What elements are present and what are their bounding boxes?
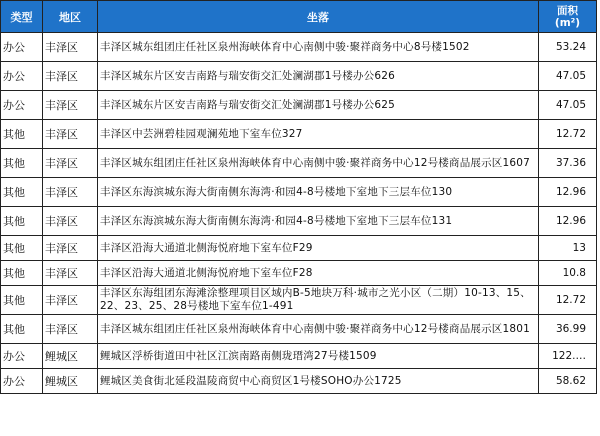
- table-row: [1, 344, 597, 369]
- cell-size: 10.8: [539, 261, 597, 286]
- table-row: [1, 369, 597, 394]
- cell-address: 丰泽区城东片区安吉南路与瑞安街交汇处澜湖郡1号楼办公625: [98, 91, 539, 120]
- cell-size: 13: [539, 236, 597, 261]
- header-size: [539, 1, 597, 33]
- table-row: [1, 236, 597, 261]
- table-row: [1, 120, 597, 149]
- cell-type: 其他: [1, 286, 43, 315]
- cell-size: 53.24: [539, 33, 597, 62]
- watermark-overlay: [504, 394, 594, 420]
- cell-area: 丰泽区: [43, 207, 98, 236]
- cell-type: 其他: [1, 120, 43, 149]
- table-row: [1, 207, 597, 236]
- table-row: [1, 261, 597, 286]
- table-row: [1, 62, 597, 91]
- cell-size: 37.36: [539, 149, 597, 178]
- cell-area: 丰泽区: [43, 178, 98, 207]
- cell-address: 丰泽区城东组团庄任社区泉州海峡体育中心南侧中骏·聚祥商务中心12号楼商品展示区1607: [98, 149, 539, 178]
- cell-type: 其他: [1, 149, 43, 178]
- cell-type: 其他: [1, 207, 43, 236]
- cell-type: 其他: [1, 236, 43, 261]
- cell-type: 办公: [1, 91, 43, 120]
- cell-type: 其他: [1, 261, 43, 286]
- cell-address: 丰泽区城东组团庄任社区泉州海峡体育中心南侧中骏·聚祥商务中心8号楼1502: [98, 33, 539, 62]
- cell-size: 36.99: [539, 315, 597, 344]
- cell-area: 丰泽区: [43, 33, 98, 62]
- table-row: [1, 178, 597, 207]
- cell-type: 其他: [1, 315, 43, 344]
- cell-type: 办公: [1, 62, 43, 91]
- table-body: [1, 33, 597, 394]
- cell-address: 丰泽区城东片区安吉南路与瑞安街交汇处澜湖郡1号楼办公626: [98, 62, 539, 91]
- cell-size: 47.05: [539, 91, 597, 120]
- cell-area: 鲤城区: [43, 344, 98, 369]
- cell-type: 办公: [1, 344, 43, 369]
- cell-size: 12.96: [539, 207, 597, 236]
- cell-address: 鲤城区浮桥街道田中社区江滨南路南侧珑瑨湾27号楼1509: [98, 344, 539, 369]
- cell-area: 丰泽区: [43, 315, 98, 344]
- cell-type: 办公: [1, 33, 43, 62]
- header-row: [1, 1, 597, 33]
- cell-size: 12.72: [539, 286, 597, 315]
- cell-address: 丰泽区东海滨城东海大街南侧东海湾·和园4-8号楼地下室地下三层车位130: [98, 178, 539, 207]
- cell-area: 鲤城区: [43, 369, 98, 394]
- cell-address: 丰泽区城东组团庄任社区泉州海峡体育中心南侧中骏·聚祥商务中心12号楼商品展示区1801: [98, 315, 539, 344]
- table-row: [1, 315, 597, 344]
- cell-address: 丰泽区沿海大通道北侧海悦府地下室车位F28: [98, 261, 539, 286]
- table-row: [1, 33, 597, 62]
- cell-area: 丰泽区: [43, 149, 98, 178]
- cell-size: 122.…: [539, 344, 597, 369]
- cell-area: 丰泽区: [43, 261, 98, 286]
- cell-address: 丰泽区东海组团东海滩涂整理项目区域内B-5地块万科·城市之光小区（二期）10-13、15、22、23、25、28号楼地下室车位1-491: [98, 286, 539, 315]
- cell-area: 丰泽区: [43, 91, 98, 120]
- cell-area: 丰泽区: [43, 120, 98, 149]
- header-type: 类型: [1, 1, 43, 33]
- table-row: [1, 91, 597, 120]
- cell-address: 丰泽区东海滨城东海大街南侧东海湾·和园4-8号楼地下室地下三层车位131: [98, 207, 539, 236]
- table-header: [1, 1, 597, 33]
- table-row: [1, 286, 597, 315]
- cell-address: 鲤城区美食街北延段温陵商贸中心商贸区1号楼SOHO办公1725: [98, 369, 539, 394]
- header-address: 坐落: [98, 1, 539, 33]
- cell-size: 12.72: [539, 120, 597, 149]
- cell-size: 58.62: [539, 369, 597, 394]
- cell-size: 12.96: [539, 178, 597, 207]
- cell-address: 丰泽区沿海大通道北侧海悦府地下室车位F29: [98, 236, 539, 261]
- cell-address: 丰泽区中芸洲碧桂园观澜苑地下室车位327: [98, 120, 539, 149]
- header-size-unit: (m²): [554, 16, 581, 29]
- header-area: 地区: [43, 1, 98, 33]
- cell-area: 丰泽区: [43, 236, 98, 261]
- cell-area: 丰泽区: [43, 62, 98, 91]
- cell-area: 丰泽区: [43, 286, 98, 315]
- header-size-label: 面积: [557, 4, 578, 17]
- cell-type: 其他: [1, 178, 43, 207]
- table-row: [1, 149, 597, 178]
- cell-size: 47.05: [539, 62, 597, 91]
- cell-type: 办公: [1, 369, 43, 394]
